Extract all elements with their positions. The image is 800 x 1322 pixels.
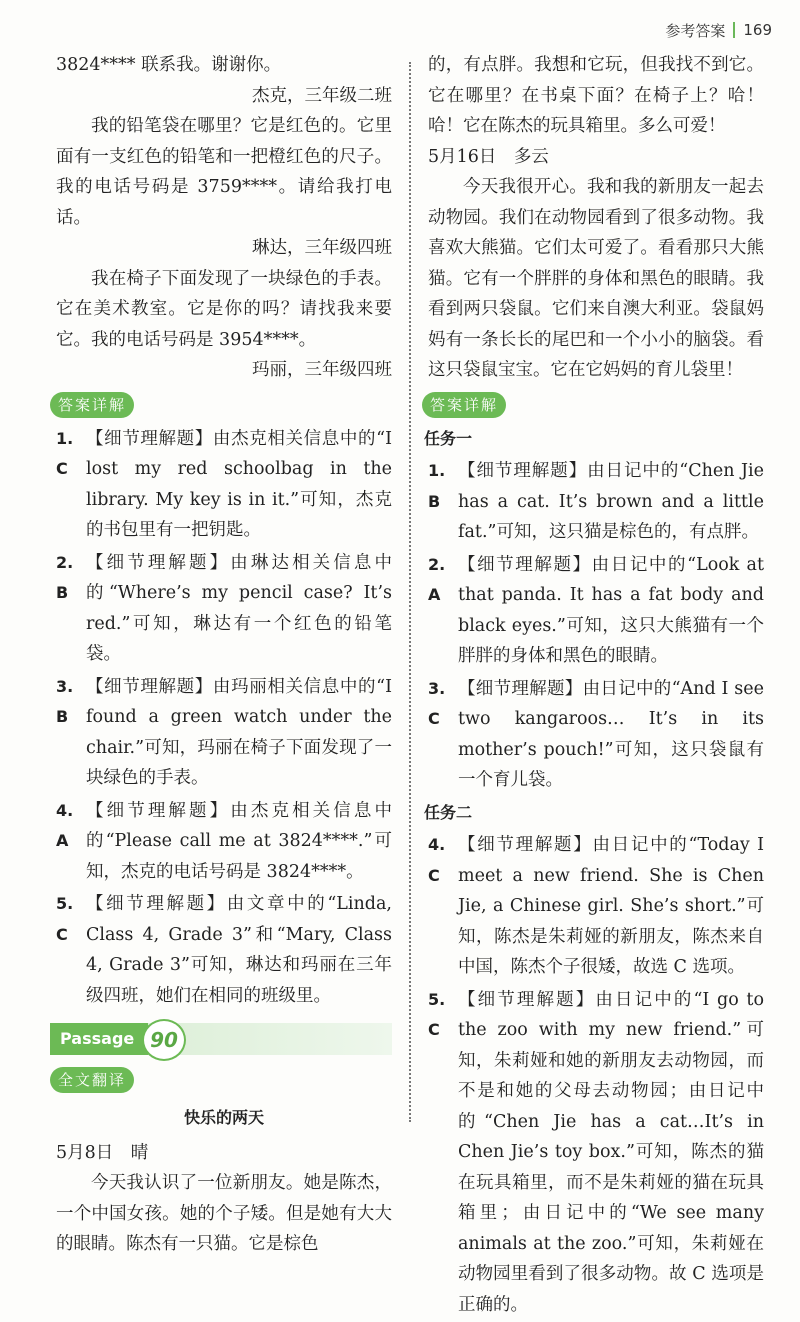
answer-item <box>56 424 392 546</box>
answer-text: 【细节理解题】由日记中的“Look at that panda. It has a fat body and black eyes.”可知，这只大熊猫有一个胖胖的身体和黑色的眼睛。 <box>458 554 764 666</box>
answer-text: 【细节理解题】由杰克相关信息中的“I lost my red schoolbag in the library. My key is in it.”可知，杰克的书包里有一把钥匙。 <box>86 428 392 540</box>
task-heading: 任务一 <box>424 428 473 448</box>
answer-number: 1. B <box>428 461 446 511</box>
answer-item <box>428 830 764 983</box>
answer-text: 【细节理解题】由日记中的“And I see two kangaroos… It’s in its mother’s pouch!”可知，这只袋鼠有一个育儿袋。 <box>458 678 764 790</box>
passage-banner <box>50 1023 392 1055</box>
diary-date: 5月8日 晴 <box>56 1142 149 1163</box>
answer-number: 5. C <box>56 894 74 944</box>
page-header <box>665 18 772 42</box>
signature: 玛丽，三年级四班 <box>252 360 392 380</box>
paragraph: 今天我认识了一位新朋友。她是陈杰，一个中国女孩。她的个子矮。但是她有大大的眼睛。陈杰有一只猫。它是棕色 <box>56 1173 392 1254</box>
answer-item <box>428 456 764 548</box>
answer-text: 【细节理解题】由杰克相关信息中的“Please call me at 3824****.”可知，杰克的电话号码是 3824****。 <box>86 800 392 882</box>
answer-explanation-badge: 答案详解 <box>50 392 134 418</box>
answer-item <box>428 550 764 672</box>
answer-number: 2. A <box>428 554 446 604</box>
answer-text: 【细节理解题】由玛丽相关信息中的“I found a green watch under the chair.”可知，玛丽在椅子下面发现了一块绿色的手表。 <box>86 676 392 788</box>
answer-text: 【细节理解题】由日记中的“Today I meet a new friend. She is Chen Jie, a Chinese girl. She’s short.”可知，陈杰是朱莉娅的新朋友，陈杰来自中国，陈杰个子很矮，故选 C 选项。 <box>458 835 764 977</box>
translation-badge: 全文翻译 <box>50 1067 134 1093</box>
paragraph: 3824**** 联系我。谢谢你。 <box>56 55 282 75</box>
paragraph: 我在椅子下面发现了一块绿色的手表。它在美术教室。它是你的吗？请找我来要它。我的电话号码是 3954****。 <box>56 268 392 350</box>
answer-item <box>56 548 392 670</box>
answer-number: 1. C <box>56 428 74 478</box>
answer-number: 3. C <box>428 678 446 728</box>
answer-number: 3. B <box>56 676 74 726</box>
answer-number: 4. C <box>428 835 446 885</box>
answer-item <box>428 985 764 1321</box>
answer-number: 2. B <box>56 552 74 602</box>
diary-date: 5月16日 多云 <box>428 146 549 167</box>
answer-number: 4. A <box>56 800 74 850</box>
answer-text: 【细节理解题】由琳达相关信息中的“Where’s my pencil case? It’s red.”可知，琳达有一个红色的铅笔袋。 <box>86 552 392 664</box>
column-divider <box>409 62 411 1122</box>
answer-text: 【细节理解题】由日记中的“Chen Jie has a cat. It’s brown and a little fat.”可知，这只猫是棕色的，有点胖。 <box>458 461 764 542</box>
signature: 琳达，三年级四班 <box>252 238 392 258</box>
answer-item <box>428 674 764 796</box>
page-number: 169 <box>743 21 772 39</box>
passage-label: Passage <box>50 1023 148 1055</box>
answer-text: 【细节理解题】由日记中的“I go to the zoo with my new friend.”可知，朱莉娅和她的新朋友去动物园，而不是和她的父母去动物园；由日记中的“Chen Jie has a cat…It’s in Chen Jie’s toy box.”可知，陈杰的猫在玩具箱里，而不是朱莉娅的猫在玩具箱里；由日记中的“We see many animals at the zoo.”可知，朱莉娅在动物园里看到了很多动物。故 C 选项是正确的。 <box>458 989 764 1315</box>
answer-text: 【细节理解题】由文章中的“Linda, Class 4, Grade 3”和“Mary, Class 4, Grade 3”可知，琳达和玛丽在三年级四班，她们在相同的班级里。 <box>86 894 392 1006</box>
answer-item <box>56 796 392 888</box>
header-separator <box>733 22 735 38</box>
left-column <box>56 50 392 1260</box>
task-heading: 任务二 <box>424 802 473 822</box>
passage-number: 90 <box>142 1019 186 1061</box>
right-column <box>424 50 764 1322</box>
paragraph: 今天我很开心。我和我的新朋友一起去动物园。我们在动物园看到了很多动物。我喜欢大熊猫。它们太可爱了。看看那只大熊猫。它有一个胖胖的身体和黑色的眼睛。我看到两只袋鼠。它们来自澳大利亚。袋鼠妈妈有一条长长的尾巴和一个小小的脑袋。看这只袋鼠宝宝。它在它妈妈的育儿袋里！ <box>428 177 764 380</box>
answer-item <box>56 889 392 1011</box>
signature: 杰克，三年级二班 <box>252 85 392 106</box>
paragraph: 的，有点胖。我想和它玩，但我找不到它。它在哪里？在书桌下面？在椅子上？哈！哈！它在陈杰的玩具箱里。多么可爱！ <box>428 55 764 136</box>
passage-title: 快乐的两天 <box>183 1108 264 1127</box>
answer-number: 5. C <box>428 989 446 1039</box>
answer-item <box>56 672 392 794</box>
answer-explanation-badge: 答案详解 <box>422 392 506 418</box>
section-label: 参考答案 <box>665 21 726 40</box>
paragraph: 我的铅笔袋在哪里？它是红色的。它里面有一支红色的铅笔和一把橙红色的尺子。我的电话号码是 3759****。请给我打电话。 <box>56 116 392 228</box>
